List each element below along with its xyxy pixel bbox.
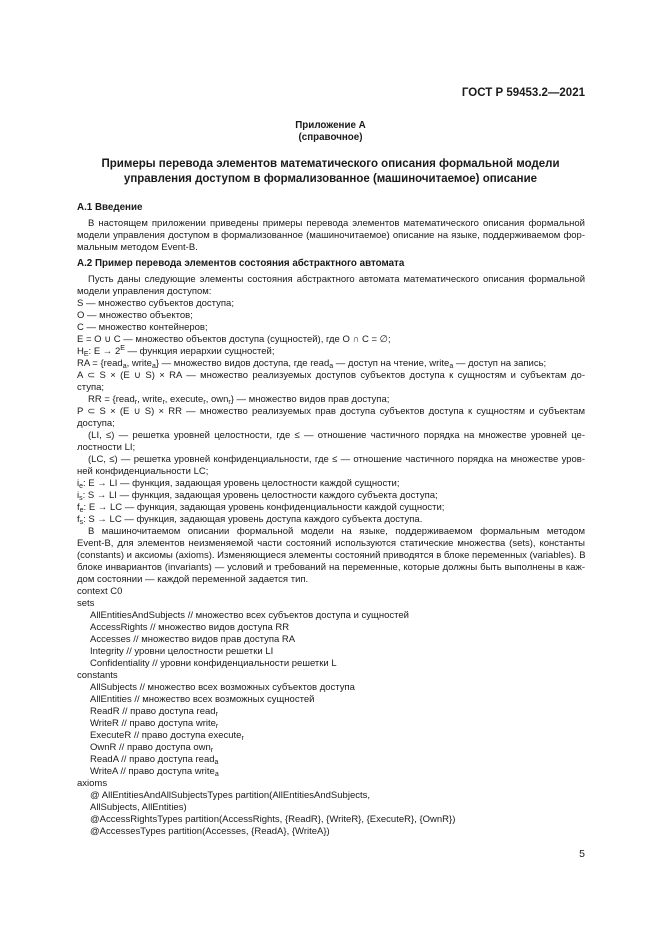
code-axiom-line: @AccessesTypes partition(Accesses, {ReadA}, {WriteA}): [90, 826, 330, 837]
code-constant-line: WriteA // право доступа write$_a$: [90, 766, 219, 778]
code-axiom-line: @AccessRightsTypes partition(AccessRights, {ReadR}, {WriteR}, {ExecuteR}, {OwnR}): [90, 814, 456, 825]
appendix-kind: (справочное): [298, 132, 363, 143]
def-e: E = O ∪ C — множество объектов доступа (сущностей), где O ∩ C = ∅;: [77, 334, 391, 345]
code-axioms-keyword: axioms: [77, 778, 108, 789]
code-axiom-line: @ AllEntitiesAndAllSubjectsTypes partition(AllEntitiesAndSubjects,: [90, 790, 371, 801]
para-line: (constants) и аксиомы (axioms). Изменяющиеся элементы состояний приводятся в блоке переменных (variables). В: [77, 550, 586, 561]
def-s: S — множество субъектов доступа;: [77, 298, 234, 309]
def-is: $i_s$: S → LI — функция, задающая уровень целостности каждого субъекта доступа;: [77, 490, 438, 502]
code-set-line: Accesses // множество видов прав доступа RA: [90, 634, 296, 645]
code-constant-line: ReadA // право доступа read$_a$: [90, 754, 219, 766]
appendix-title: Приложение А: [295, 120, 366, 131]
def-p-line-1: P ⊂ S × (E ∪ S) × RR — множество реализуемых прав доступа субъектов доступа к сущностям и субъектам: [77, 406, 585, 417]
code-set-line: AllEntitiesAndSubjects // множество всех субъектов доступа и сущностей: [90, 610, 409, 621]
code-constant-line: OwnR // право доступа own$_r$: [90, 742, 214, 754]
main-title-line-1: Примеры перевода элементов математического описания формальной модели: [101, 158, 560, 170]
def-lc-line-2: ней конфиденциальности LC;: [77, 466, 209, 477]
def-c: C — множество контейнеров;: [77, 322, 208, 333]
code-constant-line: AllEntities // множество всех возможных сущностей: [90, 694, 315, 705]
page-number: 5: [579, 848, 585, 860]
def-li-line-1: (LI, ≤) — решетка уровней целостности, где ≤ — отношение частичного порядка на множестве уровней це-: [88, 430, 585, 441]
def-lc-line-1: (LC, ≤) — решетка уровней конфиденциальности, где ≤ — отношение частичного порядка на множестве уров-: [88, 454, 585, 465]
code-sets-keyword: sets: [77, 598, 95, 609]
section-1-heading: А.1 Введение: [77, 202, 143, 213]
def-a-line-2: ступа;: [77, 382, 105, 393]
intro-line: модели управления доступом:: [77, 286, 212, 297]
code-set-line: Integrity // уровни целостности решетки LI: [90, 646, 274, 657]
code-constant-line: AllSubjects // множество всех возможных субъектов доступа: [90, 682, 355, 693]
def-rr: RR = {read$_r$, write$_r$, execute$_r$, own$_r$} — множество видов прав доступа;: [88, 394, 390, 406]
code-constant-line: WriteR // право доступа write$_r$: [90, 718, 219, 730]
def-ie: $i_e$: E → LI — функция, задающая уровень целостности каждой сущности;: [77, 478, 400, 490]
section-1-line: В настоящем приложении приведены примеры перевода элементов математического описания формальной: [88, 218, 585, 229]
code-constants-keyword: constants: [77, 670, 118, 681]
section-1-line: модели управления доступом в формализованное (машиночитаемое) описание на языке, поддерживаемом фор-: [77, 230, 585, 241]
code-set-line: Confidentiality // уровни конфиденциальности решетки L: [90, 658, 337, 669]
section-2-heading: А.2 Пример перевода элементов состояния абстрактного автомата: [77, 258, 405, 269]
def-fs: $f_s$: S → LC — функция, задающая уровень доступа каждого субъекта доступа.: [77, 514, 423, 526]
def-p-line-2: доступа;: [77, 418, 115, 429]
doc-number-header: ГОСТ Р 59453.2—2021: [461, 87, 585, 99]
intro-line: Пусть даны следующие элементы состояния абстрактного автомата математического описания формальной: [88, 274, 585, 285]
code-set-line: AccessRights // множество видов доступа RR: [90, 622, 290, 633]
def-o: O — множество объектов;: [77, 310, 193, 321]
def-h: $H_E$: $E \to 2^E$ — функция иерархии сущностей;: [77, 345, 275, 358]
para-line: дом состоянии — каждой переменной задается тип.: [77, 574, 309, 585]
def-a-line-1: A ⊂ S × (E ∪ S) × RA — множество реализуемых доступов субъектов доступа к сущностям и субъектам до-: [77, 370, 585, 381]
para-line: В машиночитаемом описании формальной модели на языке, поддерживаемом формальным методом: [88, 526, 585, 537]
main-title-line-2: управления доступом в формализованное (машиночитаемое) описание: [123, 173, 538, 185]
def-fe: $f_e$: E → LC — функция, задающая уровень конфиденциальности каждой сущности;: [77, 502, 445, 514]
code-constant-line: ReadR // право доступа read$_r$: [90, 706, 218, 718]
def-ra: RA = {read$_a$, write$_a$} — множество видов доступа, где read$_a$ — доступ на чтение, write$_a$ — доступ на запись;: [77, 358, 547, 370]
code-axiom-line: AllSubjects, AllEntities): [90, 802, 187, 813]
code-context: context C0: [77, 586, 123, 597]
code-constant-line: ExecuteR // право доступа execute$_r$: [90, 730, 244, 742]
section-1-line: мальным методом Event-B.: [77, 242, 198, 253]
para-line: Event-B, для элементов неизменяемой части состояний используются статические множества (sets), константы: [77, 538, 585, 549]
para-line: блоке инвариантов (invariants) — условий и требований на переменные, которые должны быть выполнены в каж-: [77, 562, 585, 573]
def-li-line-2: лостности LI;: [77, 442, 136, 453]
